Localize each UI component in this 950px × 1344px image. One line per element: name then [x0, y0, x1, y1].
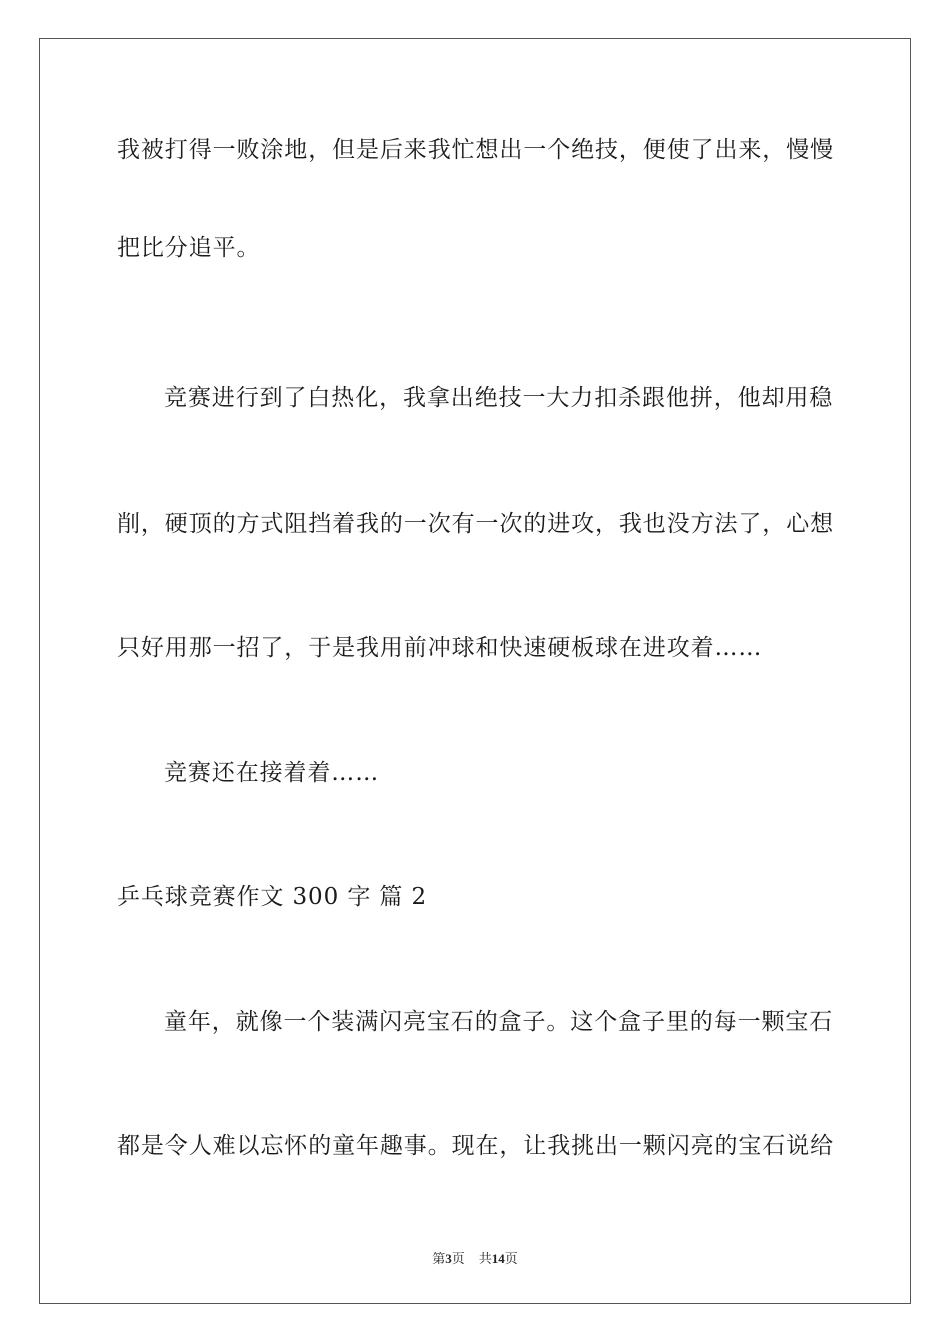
- body-line-5: 只好用那一招了，于是我用前冲球和快速硬板球在进攻着……: [117, 635, 763, 661]
- body-line-8: 都是令人难以忘怀的童年趣事。现在，让我挑出一颗闪亮的宝石说给: [117, 1133, 834, 1159]
- footer-total-suffix: 页: [504, 1252, 518, 1267]
- footer-page-number: 3: [445, 1251, 452, 1266]
- page-footer: [0, 1248, 950, 1267]
- section-heading: 乒乓球竞赛作文 300 字 篇 2: [117, 884, 428, 910]
- body-line-7: 童年，就像一个装满闪亮宝石的盒子。这个盒子里的每一颗宝石: [164, 1009, 834, 1035]
- footer-total-pages: 14: [491, 1251, 505, 1266]
- body-line-6: 竞赛还在接着着……: [164, 760, 380, 786]
- body-line-1: 我被打得一败涂地，但是后来我忙想出一个绝技，便使了出来，慢慢: [117, 137, 834, 163]
- footer-total-prefix: 共: [478, 1252, 492, 1267]
- footer-page-prefix: 第: [432, 1252, 446, 1267]
- page-border: [39, 38, 911, 1304]
- body-line-3: 竞赛进行到了白热化，我拿出绝技一大力扣杀跟他拼，他却用稳: [164, 385, 834, 411]
- body-line-2: 把比分追平。: [117, 235, 261, 261]
- footer-page-suffix: 页: [451, 1252, 465, 1267]
- body-line-4: 削，硬顶的方式阻挡着我的一次有一次的进攻，我也没方法了，心想: [117, 511, 834, 537]
